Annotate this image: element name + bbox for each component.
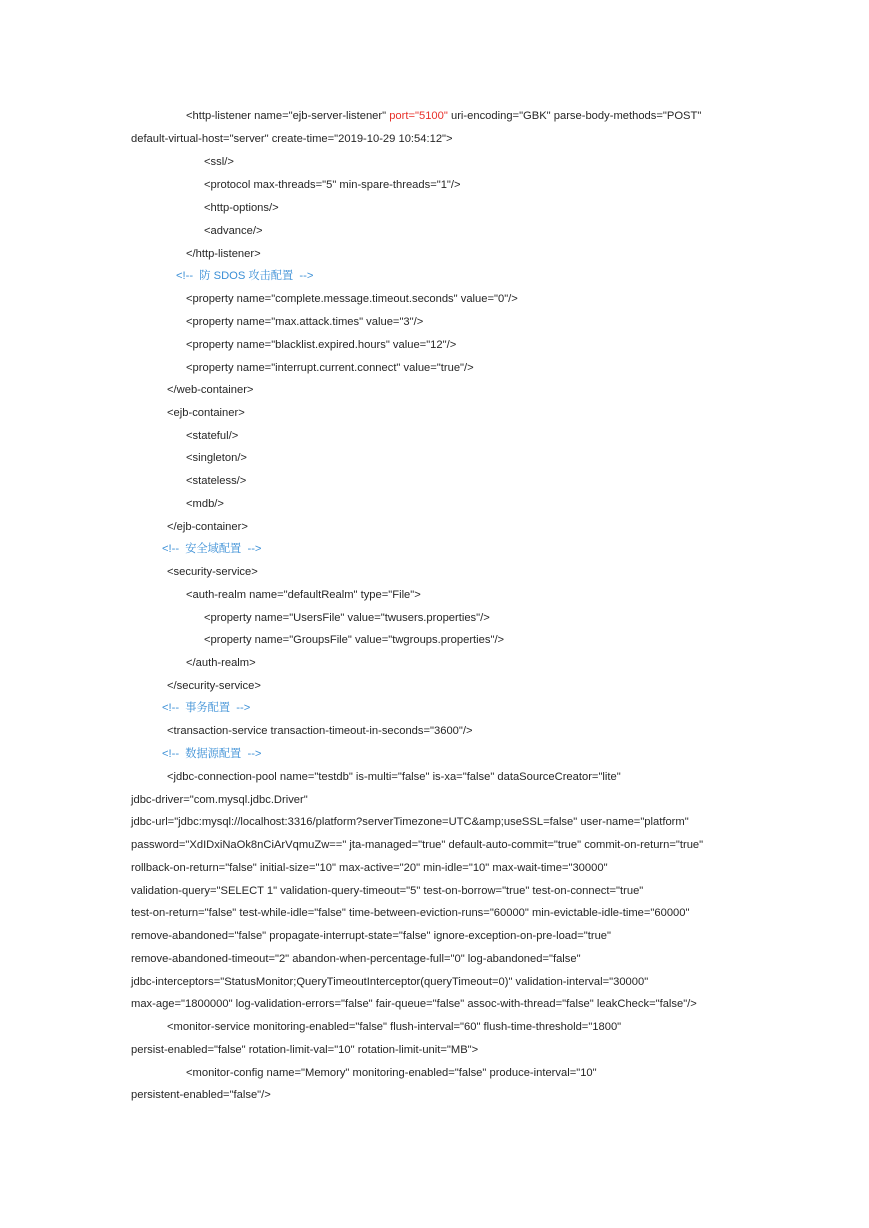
code-line bbox=[167, 520, 248, 534]
code-line bbox=[162, 747, 261, 761]
code-text: <transaction-service transaction-timeout-in-seconds="3600"/> bbox=[167, 725, 473, 737]
code-text: <advance/> bbox=[204, 225, 263, 237]
code-text: <mdb/> bbox=[186, 498, 224, 510]
code-line bbox=[131, 997, 697, 1011]
code-line bbox=[204, 633, 504, 647]
code-line bbox=[131, 1043, 478, 1057]
code-line bbox=[186, 292, 518, 306]
code-text: jdbc-interceptors="StatusMonitor;QueryTimeoutInterceptor(queryTimeout=0)" validation-interval="30000" bbox=[131, 976, 649, 988]
code-line bbox=[186, 588, 421, 602]
code-text: rollback-on-return="false" initial-size="10" max-active="20" min-idle="10" max-wait-time="30000" bbox=[131, 862, 608, 874]
code-text: <property name="max.attack.times" value="3"/> bbox=[186, 316, 424, 328]
code-line bbox=[186, 338, 456, 352]
code-text: <stateless/> bbox=[186, 475, 247, 487]
code-line bbox=[167, 770, 621, 784]
code-text: <http-options/> bbox=[204, 202, 279, 214]
code-line bbox=[186, 429, 238, 443]
code-line bbox=[204, 611, 490, 625]
code-line bbox=[131, 793, 308, 807]
code-line bbox=[131, 861, 608, 875]
code-line bbox=[167, 724, 473, 738]
code-text: <property name="blacklist.expired.hours" value="12"/> bbox=[186, 339, 457, 351]
code-line bbox=[131, 929, 611, 943]
xml-comment: <!-- 防 SDOS 攻击配置 --> bbox=[176, 270, 314, 282]
code-line bbox=[186, 361, 474, 375]
code-text: </security-service> bbox=[167, 680, 261, 692]
code-text: <security-service> bbox=[167, 566, 258, 578]
code-line bbox=[204, 178, 461, 192]
code-text: <monitor-service monitoring-enabled="false" flush-interval="60" flush-time-threshold="1800" bbox=[167, 1021, 622, 1033]
code-text: <auth-realm name="defaultRealm" type="File"> bbox=[186, 589, 421, 601]
code-text: </auth-realm> bbox=[186, 657, 256, 669]
code-line bbox=[204, 224, 262, 238]
code-text: jdbc-driver="com.mysql.jdbc.Driver" bbox=[131, 794, 308, 806]
code-text: <protocol max-threads="5" min-spare-threads="1"/> bbox=[204, 179, 461, 191]
code-text: <property name="UsersFile" value="twusers.properties"/> bbox=[204, 612, 490, 624]
code-line bbox=[131, 132, 453, 146]
code-text: </http-listener> bbox=[186, 248, 261, 260]
code-text: uri-encoding="GBK" parse-body-methods="POST" bbox=[447, 110, 702, 122]
code-line bbox=[131, 884, 643, 898]
code-line bbox=[186, 247, 261, 261]
code-text: test-on-return="false" test-while-idle="false" time-between-eviction-runs="60000" min-evictable-idle-time="60000" bbox=[131, 907, 690, 919]
code-text: persist-enabled="false" rotation-limit-val="10" rotation-limit-unit="MB"> bbox=[131, 1044, 479, 1056]
xml-comment: <!-- 安全域配置 --> bbox=[162, 543, 262, 555]
code-line bbox=[131, 975, 648, 989]
code-line bbox=[131, 952, 581, 966]
code-line bbox=[131, 906, 689, 920]
code-line bbox=[162, 701, 250, 715]
code-line bbox=[131, 1088, 271, 1102]
code-text: <property name="GroupsFile" value="twgroups.properties"/> bbox=[204, 634, 505, 646]
code-line bbox=[176, 269, 313, 283]
code-line bbox=[186, 109, 701, 123]
code-text: <property name="interrupt.current.connect" value="true"/> bbox=[186, 362, 474, 374]
code-line bbox=[131, 838, 703, 852]
code-text: jdbc-url="jdbc:mysql://localhost:3316/platform?serverTimezone=UTC&amp;useSSL=false" user-name="platform" bbox=[131, 816, 689, 828]
code-text: remove-abandoned="false" propagate-interrupt-state="false" ignore-exception-on-pre-load="true" bbox=[131, 930, 612, 942]
code-text: </web-container> bbox=[167, 384, 254, 396]
code-line bbox=[167, 679, 261, 693]
code-line bbox=[131, 815, 689, 829]
code-line bbox=[186, 497, 224, 511]
code-text: </ejb-container> bbox=[167, 521, 248, 533]
code-line bbox=[167, 565, 258, 579]
code-line bbox=[167, 1020, 621, 1034]
code-text: <ssl/> bbox=[204, 156, 234, 168]
code-text: persistent-enabled="false"/> bbox=[131, 1089, 271, 1101]
code-line bbox=[204, 201, 279, 215]
code-text: default-virtual-host="server" create-time="2019-10-29 10:54:12"> bbox=[131, 133, 453, 145]
xml-comment: <!-- 事务配置 --> bbox=[162, 702, 251, 714]
code-line bbox=[167, 383, 253, 397]
code-text: <singleton/> bbox=[186, 452, 247, 464]
code-text: <http-listener name="ejb-server-listener" bbox=[186, 110, 390, 122]
code-text: <jdbc-connection-pool name="testdb" is-multi="false" is-xa="false" dataSourceCreator="lite" bbox=[167, 771, 621, 783]
code-line bbox=[162, 542, 261, 556]
code-line bbox=[186, 315, 423, 329]
code-line bbox=[167, 406, 245, 420]
code-line bbox=[186, 656, 256, 670]
code-text: remove-abandoned-timeout="2" abandon-when-percentage-full="0" log-abandoned="false" bbox=[131, 953, 581, 965]
code-line bbox=[186, 451, 247, 465]
code-line bbox=[186, 1066, 597, 1080]
code-line bbox=[186, 474, 246, 488]
code-line bbox=[204, 155, 234, 169]
code-text: <property name="complete.message.timeout.seconds" value="0"/> bbox=[186, 293, 518, 305]
code-text: <ejb-container> bbox=[167, 407, 245, 419]
highlighted-attribute: port="5100" bbox=[389, 110, 448, 122]
xml-comment: <!-- 数据源配置 --> bbox=[162, 748, 262, 760]
code-text: max-age="1800000" log-validation-errors="false" fair-queue="false" assoc-with-thread="false" leakCheck="false"/> bbox=[131, 998, 697, 1010]
code-text: <stateful/> bbox=[186, 430, 239, 442]
code-text: validation-query="SELECT 1" validation-query-timeout="5" test-on-borrow="true" test-on-connect="true" bbox=[131, 885, 644, 897]
code-text: password="XdIDxiNaOk8nCiArVqmuZw==" jta-managed="true" default-auto-commit="true" commit-on-return="true" bbox=[131, 839, 704, 851]
code-text: <monitor-config name="Memory" monitoring-enabled="false" produce-interval="10" bbox=[186, 1067, 597, 1079]
